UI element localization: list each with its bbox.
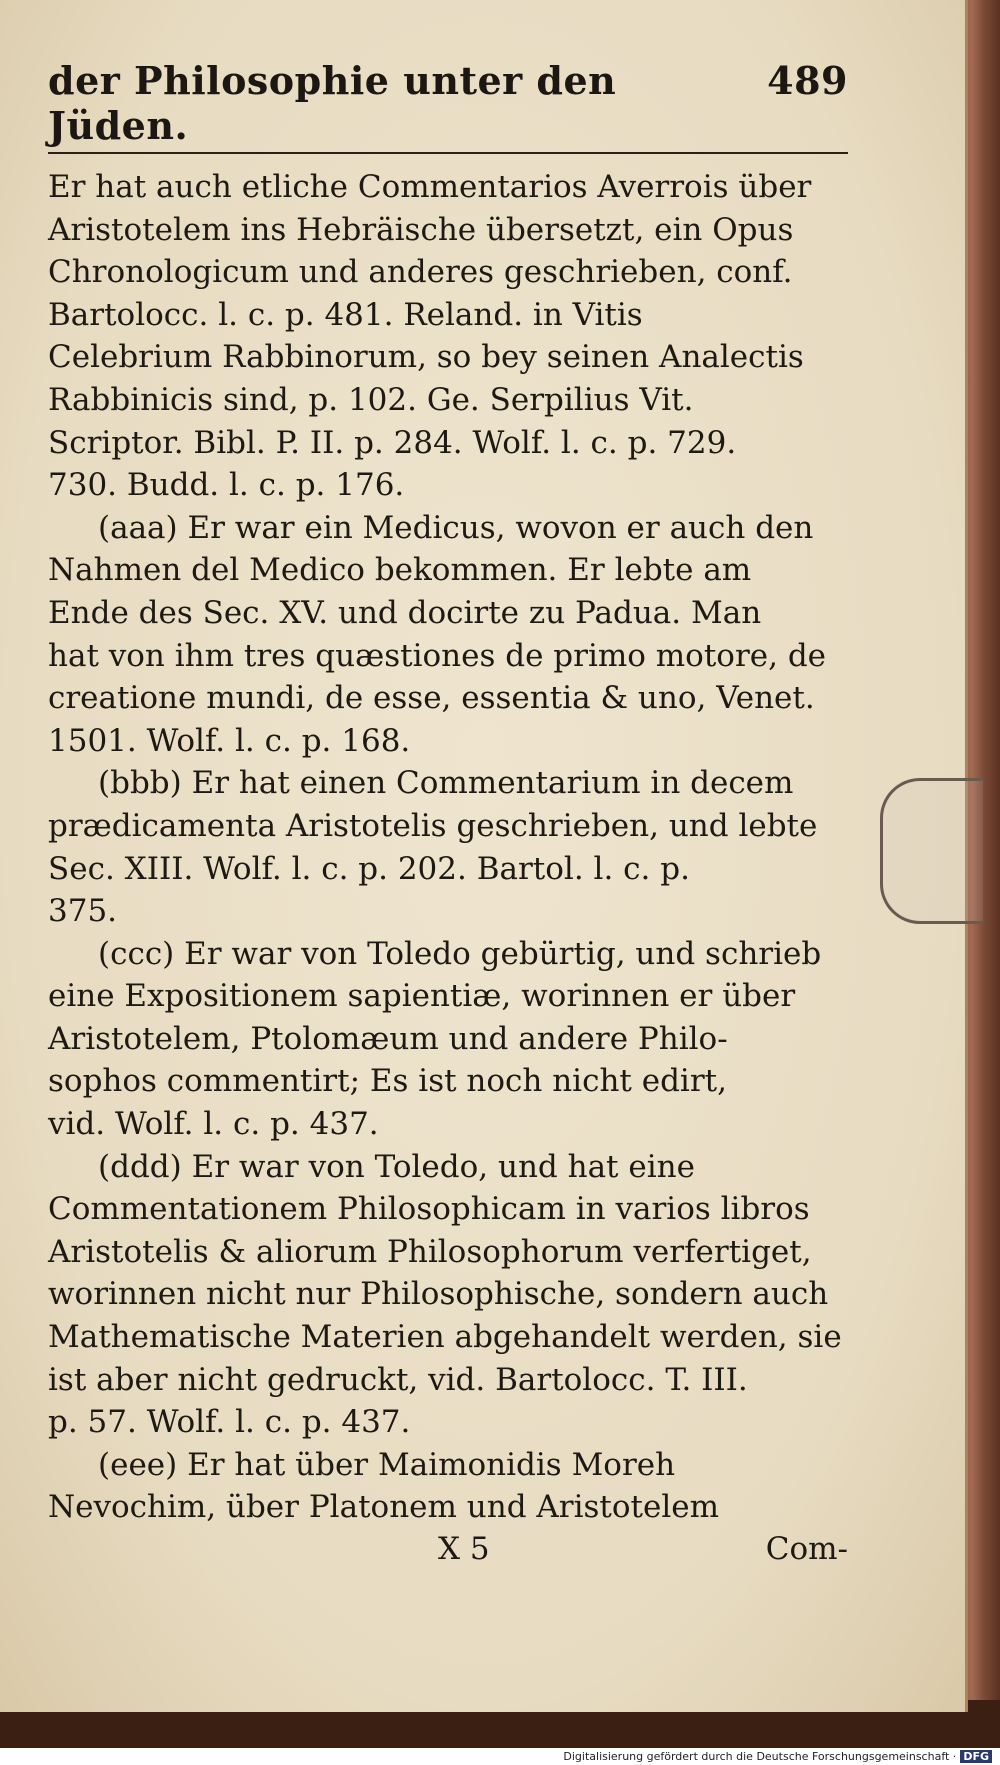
text-line: (ccc) Er war von Toledo gebürtig, und schrieb: [98, 935, 822, 972]
text-line: Aristotelem, Ptolomæum und andere Philo-: [48, 1020, 728, 1057]
page-number: 489: [767, 58, 848, 103]
page-footer-marks: [48, 1531, 848, 1567]
body-text: [48, 166, 848, 1529]
text-line: Aristotelis & aliorum Philosophorum verfertiget,: [48, 1233, 812, 1270]
text-line: (bbb) Er hat einen Commentarium in decem: [98, 765, 794, 802]
text-line: Mathematische Materien abgehandelt werden, sie: [48, 1319, 842, 1356]
text-line: Celebrium Rabbinorum, so bey seinen Analectis: [48, 339, 804, 376]
text-line: Nahmen del Medico bekommen. Er lebte am: [48, 552, 752, 589]
text-line: Nevochim, über Platonem und Aristotelem: [48, 1489, 719, 1526]
digitization-credit: [0, 1748, 1000, 1765]
text-line: (aaa) Er war ein Medicus, wovon er auch den: [98, 509, 814, 546]
bookmark-tab: [880, 778, 983, 924]
text-line: Aristotelem ins Hebräische übersetzt, ein Opus: [48, 211, 794, 248]
credit-text: Digitalisierung gefördert durch die Deutsche Forschungsgemeinschaft ·: [563, 1750, 957, 1763]
text-line: p. 57. Wolf. l. c. p. 437.: [48, 1404, 411, 1441]
page-content: [48, 58, 848, 1567]
text-line: (ddd) Er war von Toledo, und hat eine: [98, 1148, 695, 1185]
text-line: 730. Budd. l. c. p. 176.: [48, 467, 405, 504]
catchword: Com-: [765, 1531, 848, 1567]
text-line: creatione mundi, de esse, essentia & uno, Venet.: [48, 680, 815, 717]
text-line: 1501. Wolf. l. c. p. 168.: [48, 722, 411, 759]
text-line: Rabbinicis sind, p. 102. Ge. Serpilius Vit.: [48, 381, 694, 418]
text-line: Ende des Sec. XV. und docirte zu Padua. Man: [48, 594, 762, 631]
text-line: Sec. XIII. Wolf. l. c. p. 202. Bartol. l. c. p.: [48, 850, 690, 887]
text-line: Bartolocc. l. c. p. 481. Reland. in Vitis: [48, 296, 643, 333]
text-line: ist aber nicht gedruckt, vid. Bartolocc. T. III.: [48, 1361, 748, 1398]
running-header: [48, 58, 848, 154]
text-line: Chronologicum und anderes geschrieben, conf.: [48, 254, 793, 291]
text-line: vid. Wolf. l. c. p. 437.: [48, 1106, 379, 1143]
text-line: prædicamenta Aristotelis geschrieben, und lebte: [48, 807, 818, 844]
signature-mark: X 5: [438, 1531, 490, 1567]
text-line: Er hat auch etliche Commentarios Averrois über: [48, 169, 812, 205]
page-title: der Philosophie unter den Jüden.: [48, 58, 617, 148]
text-line: sophos commentirt; Es ist noch nicht edirt,: [48, 1063, 727, 1100]
text-line: Scriptor. Bibl. P. II. p. 284. Wolf. l. c. p. 729.: [48, 424, 737, 461]
text-line: (eee) Er hat über Maimonidis Moreh: [98, 1446, 676, 1483]
text-line: 375.: [48, 893, 118, 930]
text-line: worinnen nicht nur Philosophische, sondern auch: [48, 1276, 829, 1313]
dfg-logo: DFG: [960, 1750, 992, 1763]
text-line: hat von ihm tres quæstiones de primo motore, de: [48, 637, 827, 674]
text-line: eine Expositionem sapientiæ, worinnen er über: [48, 978, 796, 1015]
text-line: Commentationem Philosophicam in varios libros: [48, 1191, 810, 1228]
